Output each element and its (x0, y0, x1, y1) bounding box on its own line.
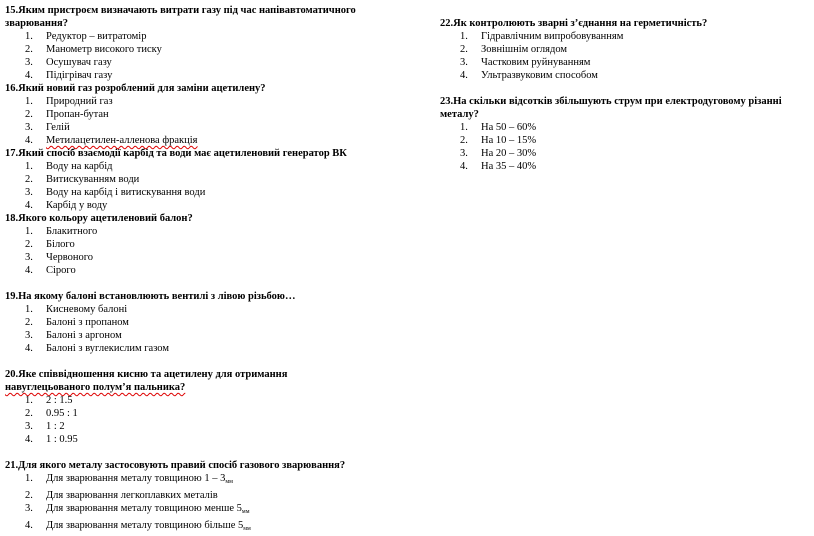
unit-subscript: мм (225, 479, 233, 485)
question-title: 18.Якого кольору ацетиленовий балон? (5, 213, 193, 224)
option-4: 4. Для зварювання металу товщиною більше $5_{мм}$ (25, 520, 251, 532)
option-3: 3. Червоного (25, 252, 94, 263)
option-1: 1. Воду на карбід (25, 161, 113, 172)
option-1: 1. Для зварювання металу товщиною $1 - 3_{мм}$ (25, 473, 233, 485)
question-15 (5, 4, 410, 82)
option-2: 2. Балоні з пропаном (25, 317, 129, 328)
option-4: 4. Балоні з вуглекислим газом (25, 343, 169, 354)
spacer (5, 277, 410, 290)
option-3: 3. Гелій (25, 122, 70, 133)
question-17 (5, 147, 410, 212)
option-1: 1. Гідравлічним випробовуванням (460, 31, 624, 42)
unit-subscript: мм (241, 509, 250, 515)
option-4: 4. 1 : 0.95 (25, 434, 78, 445)
spacer (440, 82, 812, 95)
option-2: 2. Для зварювання легкоплавких металів (25, 490, 218, 501)
option-2: 2. На 10 – 15% (460, 135, 537, 146)
option-2: 2. 0.95 : 1 (25, 408, 78, 419)
option-3: 3. Осушувач газу (25, 57, 112, 68)
option-2: 2. Зовнішнім оглядом (460, 44, 568, 55)
question-20 (5, 368, 410, 446)
option-1: 1. Кисневому балоні (25, 304, 128, 315)
option-4: 4. На 35 – 40% (460, 161, 537, 172)
question-21 (5, 459, 410, 536)
option-2: 2. Пропан-бутан (25, 109, 109, 120)
option-1: 1. Редуктор – витратомір (25, 31, 147, 42)
question-title: 19.На якому балоні встановлюють вентилі з лівою різьбою… (5, 291, 296, 302)
question-title: 16.Який новий газ розроблений для заміни ацетилену? (5, 83, 266, 94)
option-3: 3. Воду на карбід і витискування води (25, 187, 206, 198)
question-title-cont (5, 381, 410, 394)
spellcheck-text: навуглецьованого полум’я пальника? (5, 382, 186, 393)
option-2: 2. Білого (25, 239, 75, 250)
option-1: 1. Природний газ (25, 96, 113, 107)
option-4: 4. Ультразвуковим способом (460, 70, 598, 81)
option-1: 1. Блакитного (25, 226, 98, 237)
question-title: 20.Яке співвідношення кисню та ацетилену для отримання (5, 369, 288, 380)
right-column (440, 17, 812, 173)
question-title: 21.Для якого металу застосовують правий спосіб газового зварювання? (5, 460, 346, 471)
option-3: 3. Для зварювання металу товщиною менше $5_{мм}$ (25, 503, 250, 515)
option-1: 1. На 50 – 60% (460, 122, 537, 133)
question-18 (5, 212, 410, 277)
spellcheck-text: Метилацетилен-алленова фракція (46, 135, 198, 146)
left-column (5, 4, 410, 536)
option-4: 4. Сірого (25, 265, 76, 276)
question-title: 22.Як контролюють зварні з’єднання на герметичність? (440, 18, 708, 29)
question-19 (5, 290, 410, 355)
option-4: 4. Підігрівач газу (25, 70, 113, 81)
unit-subscript: мм (243, 526, 251, 532)
question-title: 23.На скільки відсотків збільшують струм при електродуговому різанні металу? (440, 96, 782, 120)
spacer (5, 355, 410, 368)
option-3: 3. Частковим руйнуванням (460, 57, 591, 68)
spacer (5, 446, 410, 459)
option-4: 4. Метилацетилен-алленова фракція (25, 135, 198, 146)
question-title: 15.Яким пристроєм визначають витрати газу під час напівавтоматичного зварювання? (5, 5, 356, 29)
question-22 (440, 17, 812, 82)
option-4: 4. Карбід у воду (25, 200, 108, 211)
question-title: 17.Який спосіб взаємодії карбід та води має ацетиленовий генератор ВК (5, 148, 347, 159)
option-2: 2. Витискуванням води (25, 174, 140, 185)
option-2: 2. Манометр високого тиску (25, 44, 162, 55)
option-1: 1. 2 : 1.5 (25, 395, 73, 406)
option-3: 3. На 20 – 30% (460, 148, 537, 159)
option-3: 3. Балоні з аргоном (25, 330, 122, 341)
question-23 (440, 95, 812, 173)
option-3: 3. 1 : 2 (25, 421, 65, 432)
question-16 (5, 82, 410, 147)
